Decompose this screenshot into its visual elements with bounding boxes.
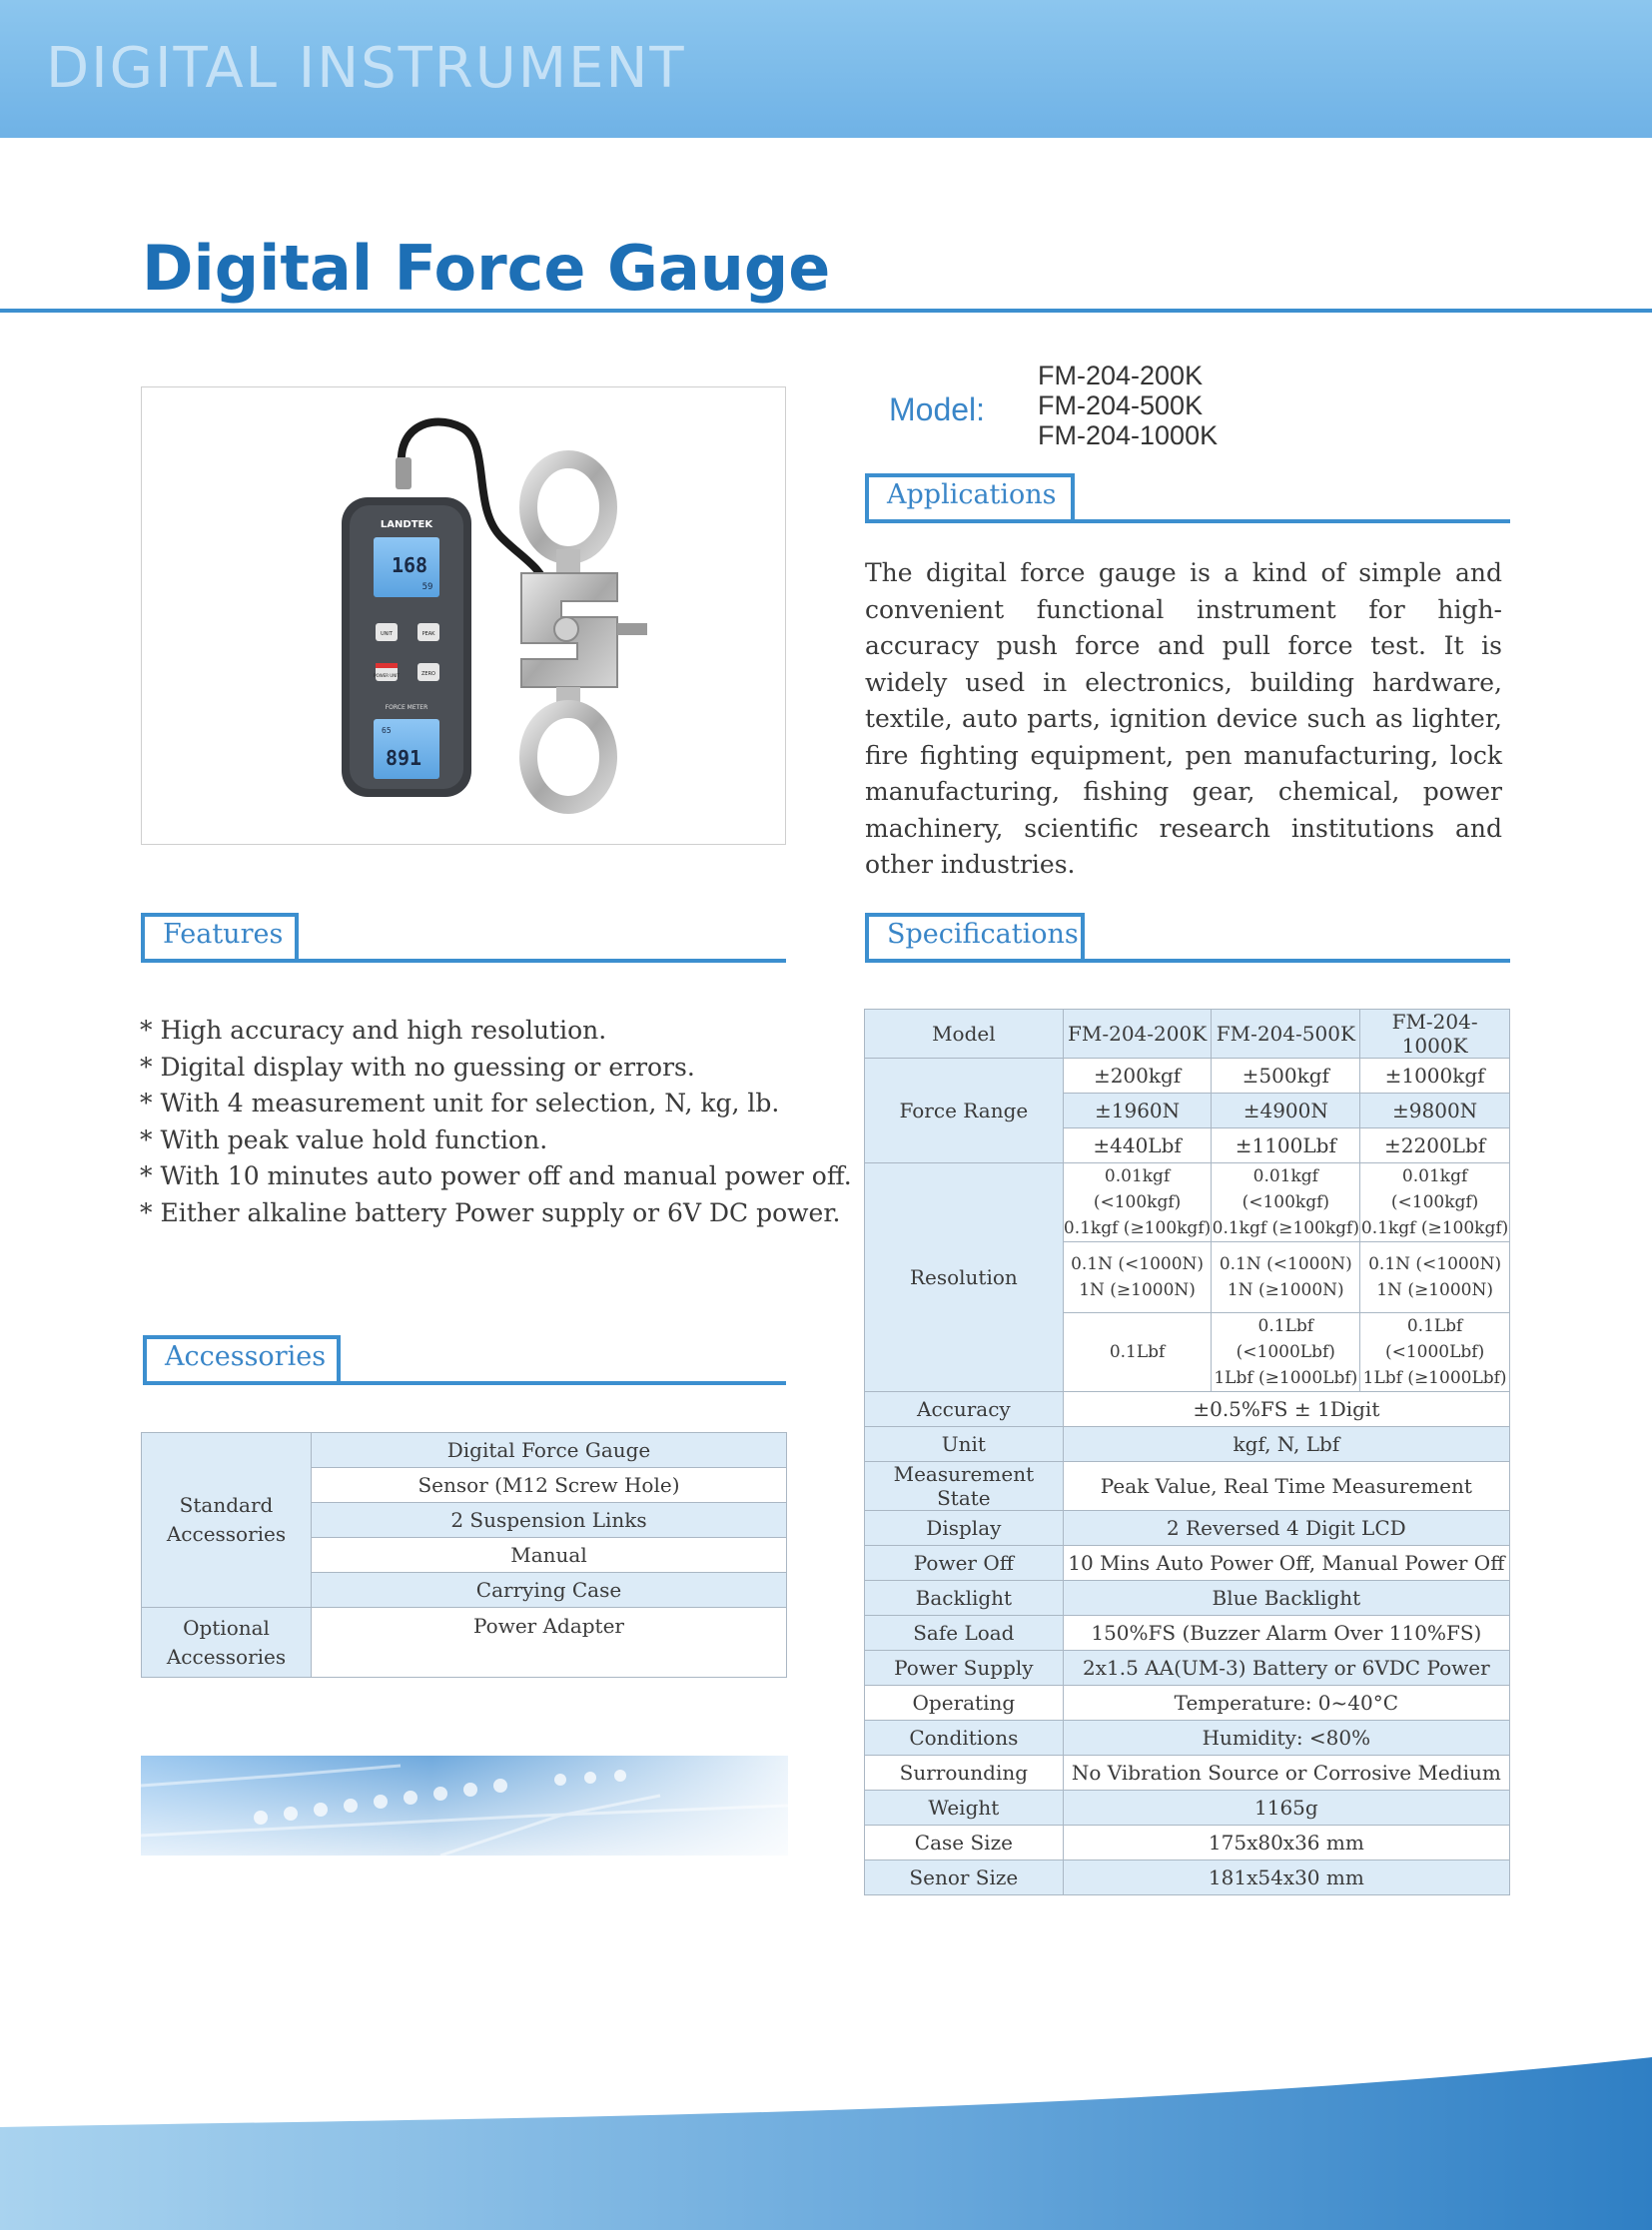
model-name: FM-204-200K <box>1038 361 1204 390</box>
accessories-header <box>143 1335 786 1385</box>
model-label: Model: <box>889 391 986 427</box>
table-row <box>865 1721 1510 1756</box>
features-header <box>141 913 786 963</box>
table-row <box>865 1651 1510 1686</box>
feature-item: * With 10 minutes auto power off and manual power off. <box>140 1161 852 1190</box>
specifications-heading: Specifications <box>887 919 1079 950</box>
table-cell: Digital Force Gauge <box>312 1433 787 1468</box>
table-cell: ±2200Lbf <box>1360 1128 1510 1163</box>
product-photo <box>141 386 786 845</box>
cell-line: 0.1kgf (≥100kgf) <box>1063 1218 1212 1238</box>
specifications-header <box>865 913 1510 963</box>
cell-line: 1Lbf (≥1000Lbf) <box>1362 1368 1507 1388</box>
table-cell: Force Range <box>865 1059 1064 1163</box>
table-cell: 2x1.5 AA(UM-3) Battery or 6VDC Power <box>1063 1651 1509 1686</box>
table-cell: 0.1Lbf <box>1063 1313 1212 1392</box>
table-cell: Case Size <box>865 1826 1064 1860</box>
table-cell: Blue Backlight <box>1063 1581 1509 1616</box>
band-title: DIGITAL INSTRUMENT <box>46 36 686 101</box>
table-cell: kgf, N, Lbf <box>1063 1427 1509 1462</box>
bottom-lcd-small: 65 <box>382 726 392 735</box>
table-cell <box>1212 1163 1360 1242</box>
table-cell: Resolution <box>865 1163 1064 1392</box>
table-cell: Temperature: 0~40°C <box>1063 1686 1509 1721</box>
model-list <box>1038 361 1218 450</box>
table-row <box>865 1010 1510 1059</box>
top-lcd-value: 168 <box>391 553 428 577</box>
peak-key-label: PEAK <box>421 631 435 637</box>
zero-key-label: ZERO <box>421 671 435 677</box>
table-cell: Weight <box>865 1791 1064 1826</box>
table-cell: Measurement State <box>865 1462 1064 1511</box>
footer-wave <box>0 2057 1652 2230</box>
circuit-board-image <box>141 1756 788 1856</box>
top-ring <box>528 459 608 555</box>
accessories-heading: Accessories <box>165 1341 327 1372</box>
applications-text: The digital force gauge is a kind of simple and convenient functional instrument for high-accuracy push force and pull force test. It is widely used in electronics, building hardware, textile, auto parts, ignition device such as lighter, fire fighting equipment, pen manufacturing, lock manufacturing, fishing gear, chemical, power machinery, scientific research institutions and other industries. <box>865 558 1502 879</box>
bottom-ring <box>528 709 608 805</box>
table-row <box>865 1860 1510 1895</box>
top-lcd-small: 59 <box>421 582 433 592</box>
table-row <box>865 1427 1510 1462</box>
title-rule <box>0 309 1652 313</box>
table-row <box>865 1059 1510 1094</box>
table-cell: Unit <box>865 1427 1064 1462</box>
table-cell: Power Adapter <box>312 1608 787 1678</box>
table-cell: Peak Value, Real Time Measurement <box>1063 1462 1509 1511</box>
table-cell: 10 Mins Auto Power Off, Manual Power Off <box>1063 1546 1509 1581</box>
table-cell: No Vibration Source or Corrosive Medium <box>1063 1756 1509 1791</box>
table-cell: 1165g <box>1063 1791 1509 1826</box>
feature-item: * With peak value hold function. <box>140 1124 548 1154</box>
table-cell: Humidity: <80% <box>1063 1721 1509 1756</box>
accessories-table <box>141 1432 787 1678</box>
table-cell: Safe Load <box>865 1616 1064 1651</box>
table-cell <box>1063 1242 1212 1313</box>
cell-line: 1Lbf (≥1000Lbf) <box>1214 1368 1358 1388</box>
cell-line: 0.01kgf (<100kgf) <box>1093 1166 1182 1212</box>
table-cell <box>1360 1313 1510 1392</box>
table-cell <box>1212 1242 1360 1313</box>
table-row <box>865 1581 1510 1616</box>
features-heading: Features <box>163 919 284 950</box>
model-name: FM-204-500K <box>1038 390 1204 420</box>
table-cell: 150%FS (Buzzer Alarm Over 110%FS) <box>1063 1616 1509 1651</box>
specifications-table <box>864 1009 1510 1895</box>
applications-header <box>865 473 1510 523</box>
table-row <box>865 1511 1510 1546</box>
force-gauge-illustration <box>142 387 785 844</box>
table-cell: FM-204-200K <box>1063 1010 1212 1059</box>
table-cell: Accuracy <box>865 1392 1064 1427</box>
optional-accessories-label: Optional Accessories <box>142 1608 312 1678</box>
table-cell: Carrying Case <box>312 1573 787 1608</box>
table-cell: ±440Lbf <box>1063 1128 1212 1163</box>
table-cell <box>1212 1313 1360 1392</box>
features-list <box>140 1013 852 1231</box>
table-cell: Conditions <box>865 1721 1064 1756</box>
table-cell: Sensor (M12 Screw Hole) <box>312 1468 787 1503</box>
header-band <box>0 0 1652 138</box>
feature-item: * Digital display with no guessing or errors. <box>140 1052 695 1082</box>
table-cell: Surrounding <box>865 1756 1064 1791</box>
table-row <box>865 1392 1510 1427</box>
table-row <box>865 1546 1510 1581</box>
table-row <box>865 1616 1510 1651</box>
table-row <box>142 1608 787 1678</box>
cable-connector <box>396 457 412 489</box>
cell-line: 0.1kgf (≥100kgf) <box>1212 1218 1359 1238</box>
feature-item: * With 4 measurement unit for selection, N, kg, lb. <box>140 1089 780 1117</box>
table-cell: FM-204-500K <box>1212 1010 1360 1059</box>
table-cell: 181x54x30 mm <box>1063 1860 1509 1895</box>
table-cell: FM-204-1000K <box>1360 1010 1510 1059</box>
table-cell: ±200kgf <box>1063 1059 1212 1094</box>
table-cell: ±500kgf <box>1212 1059 1360 1094</box>
applications-heading: Applications <box>887 479 1057 510</box>
cell-line: 0.1kgf (≥100kgf) <box>1360 1218 1509 1238</box>
cell-line: 0.01kgf (<100kgf) <box>1241 1166 1330 1212</box>
cell-line: 0.1N (<1000N) <box>1219 1254 1352 1274</box>
table-cell: 175x80x36 mm <box>1063 1826 1509 1860</box>
cell-line: 1N (≥1000N) <box>1376 1280 1493 1300</box>
cell-line: 0.1N (<1000N) <box>1368 1254 1502 1274</box>
table-row <box>865 1791 1510 1826</box>
standard-accessories-label: Standard Accessories <box>142 1433 312 1608</box>
gauge-brand: LANDTEK <box>380 519 433 530</box>
model-name: FM-204-1000K <box>1038 420 1219 450</box>
table-cell: 2 Reversed 4 Digit LCD <box>1063 1511 1509 1546</box>
cell-line: 0.01kgf (<100kgf) <box>1390 1166 1479 1212</box>
table-cell <box>1360 1242 1510 1313</box>
table-cell: ±1100Lbf <box>1212 1128 1360 1163</box>
page-title: Digital Force Gauge <box>142 232 831 305</box>
table-cell <box>1360 1163 1510 1242</box>
table-cell: ±1960N <box>1063 1094 1212 1128</box>
cell-line: 1N (≥1000N) <box>1227 1280 1344 1300</box>
table-cell: ±0.5%FS ± 1Digit <box>1063 1392 1509 1427</box>
table-cell: Display <box>865 1511 1064 1546</box>
cell-line: 1N (≥1000N) <box>1079 1280 1196 1300</box>
table-row <box>865 1163 1510 1242</box>
unit-key-label: UNIT <box>381 631 393 637</box>
table-cell: ±4900N <box>1212 1094 1360 1128</box>
table-row <box>865 1686 1510 1721</box>
cell-line: 0.1Lbf (<1000Lbf) <box>1384 1316 1485 1362</box>
table-cell: ±9800N <box>1360 1094 1510 1128</box>
table-cell: Senor Size <box>865 1860 1064 1895</box>
table-cell: Power Off <box>865 1546 1064 1581</box>
table-row <box>865 1756 1510 1791</box>
feature-item: * Either alkaline battery Power supply or 6V DC power. <box>140 1197 841 1227</box>
table-cell: Backlight <box>865 1581 1064 1616</box>
table-cell: Operating <box>865 1686 1064 1721</box>
table-row <box>142 1433 787 1468</box>
table-cell: Model <box>865 1010 1064 1059</box>
cell-line: 0.1N (<1000N) <box>1071 1254 1205 1274</box>
bottom-lcd-value: 891 <box>385 746 422 770</box>
table-cell: Manual <box>312 1538 787 1573</box>
panel-label: FORCE METER <box>385 704 428 711</box>
table-cell <box>1063 1163 1212 1242</box>
cell-line: 0.1Lbf (<1000Lbf) <box>1236 1316 1335 1362</box>
table-cell: 2 Suspension Links <box>312 1503 787 1538</box>
table-row <box>865 1462 1510 1511</box>
power-key-label: POWER UNIT <box>374 673 400 678</box>
table-cell: ±1000kgf <box>1360 1059 1510 1094</box>
table-row <box>865 1826 1510 1860</box>
table-cell: Power Supply <box>865 1651 1064 1686</box>
feature-item: * High accuracy and high resolution. <box>140 1016 607 1045</box>
